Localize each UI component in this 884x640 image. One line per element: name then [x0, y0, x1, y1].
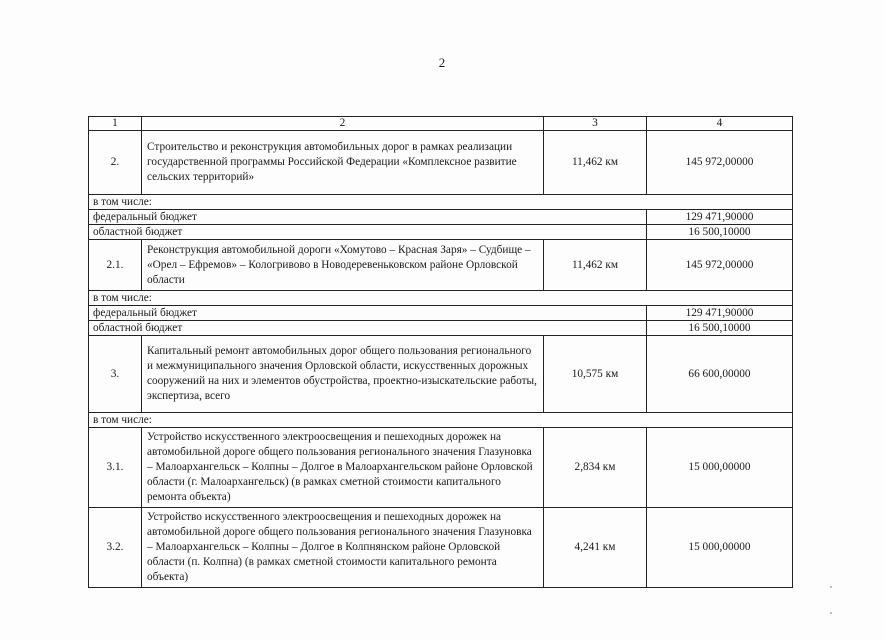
regional-budget-row [89, 225, 793, 240]
budget-table [88, 116, 793, 588]
table-row-2 [89, 131, 793, 195]
row-number: 3.2. [89, 508, 142, 588]
including-row [89, 195, 793, 210]
row-amount: 15 000,00000 [647, 508, 793, 588]
regional-budget-label: областной бюджет [89, 321, 647, 336]
column-header-1: 1 [89, 117, 142, 131]
row-length: 11,462 км [544, 131, 647, 195]
row-amount: 15 000,00000 [647, 428, 793, 508]
scan-speck [830, 586, 832, 588]
row-number: 2.1. [89, 240, 142, 291]
including-label: в том числе: [89, 195, 793, 210]
table-row-3 [89, 336, 793, 413]
column-header-4: 4 [647, 117, 793, 131]
regional-budget-label: областной бюджет [89, 225, 647, 240]
federal-budget-label: федеральный бюджет [89, 210, 647, 225]
including-row [89, 413, 793, 428]
row-amount: 145 972,00000 [647, 131, 793, 195]
row-length: 11,462 км [544, 240, 647, 291]
federal-budget-row [89, 210, 793, 225]
including-label: в том числе: [89, 413, 793, 428]
column-header-3: 3 [544, 117, 647, 131]
table-row-2-1 [89, 240, 793, 291]
table-row-3-2 [89, 508, 793, 588]
row-length: 10,575 км [544, 336, 647, 413]
regional-budget-amount: 16 500,10000 [647, 321, 793, 336]
row-description: Капитальный ремонт автомобильных дорог общего пользования регионального и межмуниципального значения Орловской области, искусственных дорожных сооружений на них и элементов обустройства, проектно-изыскательские работы, экспертиза, всего [142, 336, 544, 413]
page-number: 2 [438, 55, 446, 70]
federal-budget-amount: 129 471,90000 [647, 306, 793, 321]
row-length: 4,241 км [544, 508, 647, 588]
row-number: 3.1. [89, 428, 142, 508]
column-header-row [89, 117, 793, 131]
federal-budget-label: федеральный бюджет [89, 306, 647, 321]
row-description: Устройство искусственного электроосвещения и пешеходных дорожек на автомобильной дороге общего пользования регионального значения Глазуновка – Малоархангельск – Колпны – Долгое в Колпнянском районе Орловской области (п. Колпна) (в рамках сметной стоимости капитального ремонта объекта) [142, 508, 544, 588]
row-amount: 145 972,00000 [647, 240, 793, 291]
row-number: 2. [89, 131, 142, 195]
row-description: Строительство и реконструкция автомобильных дорог в рамках реализации государственной программы Российской Федерации «Комплексное развитие сельских территорий» [142, 131, 544, 195]
scan-speck [830, 612, 832, 614]
row-description: Реконструкция автомобильной дороги «Хомутово – Красная Заря» – Судбище – «Орел – Ефремов» – Кологривово в Новодеревеньковском районе Орловской области [142, 240, 544, 291]
regional-budget-row [89, 321, 793, 336]
federal-budget-amount: 129 471,90000 [647, 210, 793, 225]
table-row-3-1 [89, 428, 793, 508]
including-label: в том числе: [89, 291, 793, 306]
row-description: Устройство искусственного электроосвещения и пешеходных дорожек на автомобильной дороге общего пользования регионального значения Глазуновка – Малоархангельск – Колпны – Долгое в Малоархангельском районе Орловской области (г. Малоархангельск) (в рамках сметной стоимости капитального ремонта объекта) [142, 428, 544, 508]
including-row [89, 291, 793, 306]
regional-budget-amount: 16 500,10000 [647, 225, 793, 240]
column-header-2: 2 [142, 117, 544, 131]
row-number: 3. [89, 336, 142, 413]
federal-budget-row [89, 306, 793, 321]
row-length: 2,834 км [544, 428, 647, 508]
row-amount: 66 600,00000 [647, 336, 793, 413]
